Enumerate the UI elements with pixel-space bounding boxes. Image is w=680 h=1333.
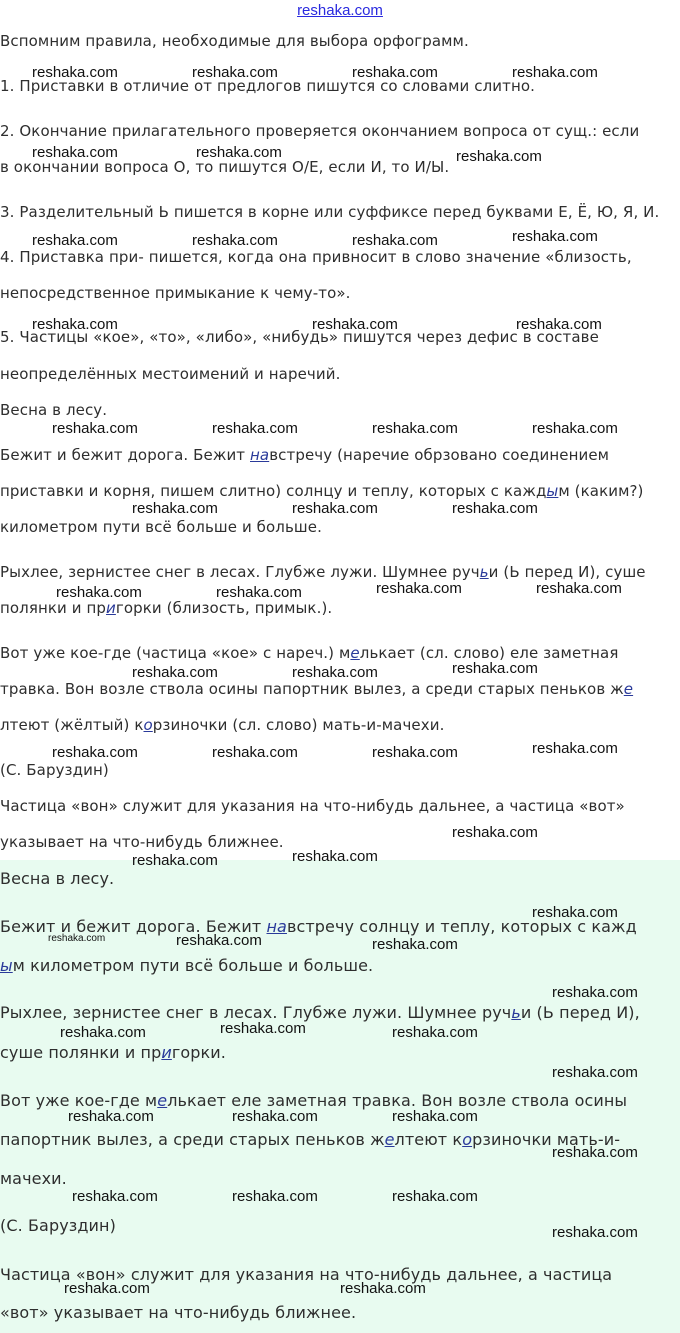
analysis-line-5: полянки и пригорки (близость, примык.). <box>0 599 333 617</box>
rules-intro: Вспомним правила, необходимые для выбора орфограмм. <box>0 32 469 50</box>
answer-line-5: Вот уже кое-где мелькает еле заметная травка. Вон возле ствола осины <box>0 1091 628 1110</box>
analysis-line-2: приставки и корня, пишем слитно) солнцу и теплу, которых с каждым (каким?) <box>0 482 644 500</box>
watermark: reshaka.com <box>532 420 618 437</box>
watermark: reshaka.com <box>72 1188 158 1205</box>
watermark: reshaka.com <box>312 316 398 333</box>
watermark: reshaka.com <box>552 1144 638 1161</box>
analysis-line-8: лтеют (жёлтый) корзиночки (сл. слово) мать-и-мачехи. <box>0 716 445 734</box>
analysis-note-2: указывает на что-нибудь ближнее. <box>0 833 284 851</box>
analysis-note-1: Частица «вон» служит для указания на что-нибудь дальнее, а частица «вот» <box>0 797 625 815</box>
rule-1: 1. Приставки в отличие от предлогов пишутся со словами слитно. <box>0 77 536 95</box>
watermark: reshaka.com <box>452 660 538 677</box>
watermark: reshaka.com <box>68 1108 154 1125</box>
watermark: reshaka.com <box>192 232 278 249</box>
watermark: reshaka.com <box>532 740 618 757</box>
site-link[interactable]: reshaka.com <box>297 2 383 19</box>
watermark: reshaka.com <box>216 584 302 601</box>
watermark: reshaka.com <box>292 848 378 865</box>
answer-line-7: мачехи. <box>0 1169 67 1188</box>
watermark: reshaka.com <box>212 420 298 437</box>
watermark: reshaka.com <box>196 144 282 161</box>
answer-line-1: Бежит и бежит дорога. Бежит навстречу солнцу и теплу, которых с кажд <box>0 917 637 936</box>
watermark: reshaka.com <box>392 1188 478 1205</box>
watermark: reshaka.com <box>552 1064 638 1081</box>
watermark: reshaka.com <box>60 1024 146 1041</box>
watermark: reshaka.com <box>372 936 458 953</box>
watermark: reshaka.com <box>536 580 622 597</box>
watermark: reshaka.com <box>352 232 438 249</box>
answer-line-4: суше полянки и пригорки. <box>0 1043 226 1062</box>
watermark: reshaka.com <box>456 148 542 165</box>
watermark: reshaka.com <box>32 64 118 81</box>
rule-4-line-2: непосредственное примыкание к чему-то». <box>0 284 351 302</box>
marked-letter: е <box>384 1130 395 1149</box>
watermark: reshaka.com <box>232 1108 318 1125</box>
watermark: reshaka.com <box>552 1224 638 1241</box>
watermark: reshaka.com <box>132 664 218 681</box>
watermark: reshaka.com <box>220 1020 306 1037</box>
answer-note-1: Частица «вон» служит для указания на что-нибудь дальнее, а частица <box>0 1265 613 1284</box>
watermark: reshaka.com <box>392 1024 478 1041</box>
analysis-line-6: Вот уже кое-где (частица «кое» с нареч.) мелькает (сл. слово) еле заметная <box>0 644 619 662</box>
analysis-line-7: травка. Вон возле ствола осины папортник вылез, а среди старых пеньков же <box>0 680 634 698</box>
watermark: reshaka.com <box>52 420 138 437</box>
rule-3: 3. Разделительный Ь пишется в корне или суффиксе перед буквами Е, Ё, Ю, Я, И. <box>0 203 660 221</box>
marked-letter: е <box>350 644 360 662</box>
analysis-author: (С. Баруздин) <box>0 761 109 779</box>
watermark: reshaka.com <box>32 144 118 161</box>
watermark: reshaka.com <box>52 744 138 761</box>
answer-note-2: «вот» указывает на что-нибудь ближнее. <box>0 1303 357 1322</box>
marked-letter: е <box>157 1091 168 1110</box>
watermark: reshaka.com <box>340 1280 426 1297</box>
marked-letter: ь <box>511 1003 521 1022</box>
watermark: reshaka.com <box>32 316 118 333</box>
watermark: reshaka.com <box>452 824 538 841</box>
watermark: reshaka.com <box>212 744 298 761</box>
answer-title: Весна в лесу. <box>0 869 115 888</box>
watermark: reshaka.com <box>352 64 438 81</box>
watermark: reshaka.com <box>532 904 618 921</box>
watermark: reshaka.com <box>132 852 218 869</box>
marked-letter: ы <box>0 956 13 975</box>
analysis-line-3: километром пути всё больше и больше. <box>0 518 322 536</box>
watermark: reshaka.com <box>372 744 458 761</box>
marked-letter: и <box>161 1043 172 1062</box>
answer-author: (С. Баруздин) <box>0 1216 116 1235</box>
rule-2-line-1: 2. Окончание прилагательного проверяется окончанием вопроса от сущ.: если <box>0 122 640 140</box>
watermark: reshaka.com <box>232 1188 318 1205</box>
marked-letter: ь <box>479 563 489 581</box>
answer-line-3: Рыхлее, зернистее снег в лесах. Глубже лужи. Шумнее ручьи (Ь перед И), <box>0 1003 640 1022</box>
watermark: reshaka.com <box>292 500 378 517</box>
watermark: reshaka.com <box>552 984 638 1001</box>
marked-letter: о <box>143 716 153 734</box>
watermark: reshaka.com <box>32 232 118 249</box>
watermark: reshaka.com <box>192 64 278 81</box>
analysis-line-4: Рыхлее, зернистее снег в лесах. Глубже лужи. Шумнее ручьи (Ь перед И), суше <box>0 563 646 581</box>
watermark: reshaka.com <box>56 584 142 601</box>
watermark: reshaka.com <box>452 500 538 517</box>
watermark: reshaka.com <box>516 316 602 333</box>
rule-4-line-1: 4. Приставка при- пишется, когда она привносит в слово значение «близость, <box>0 248 632 266</box>
watermark: reshaka.com <box>392 1108 478 1125</box>
watermark: reshaka.com <box>512 64 598 81</box>
watermark: reshaka.com <box>512 228 598 245</box>
watermark: reshaka.com <box>376 580 462 597</box>
marked-letter: на <box>266 917 287 936</box>
rule-2-line-2: в окончании вопроса О, то пишутся О/Е, если И, то И/Ы. <box>0 158 450 176</box>
marked-letter: ы <box>546 482 559 500</box>
rule-5-line-2: неопределённых местоимений и наречий. <box>0 365 341 383</box>
watermark: reshaka.com <box>176 932 262 949</box>
marked-letter: о <box>462 1130 473 1149</box>
answer-line-2: ым километром пути всё больше и больше. <box>0 956 374 975</box>
analysis-title: Весна в лесу. <box>0 401 108 419</box>
watermark: reshaka.com <box>132 500 218 517</box>
watermark: reshaka.com <box>372 420 458 437</box>
marked-letter: и <box>106 599 116 617</box>
answer-line-6: папортник вылез, а среди старых пеньков желтеют корзиночки мать-и- <box>0 1130 621 1149</box>
marked-letter: е <box>623 680 634 698</box>
watermark: reshaka.com <box>292 664 378 681</box>
rule-5-line-1: 5. Частицы «кое», «то», «либо», «нибудь» пишутся через дефис в составе <box>0 328 599 346</box>
watermark: reshaka.com <box>48 933 106 944</box>
analysis-line-1: Бежит и бежит дорога. Бежит навстречу (наречие обрзовано соединением <box>0 446 610 464</box>
watermark: reshaka.com <box>64 1280 150 1297</box>
marked-letter: на <box>250 446 270 464</box>
